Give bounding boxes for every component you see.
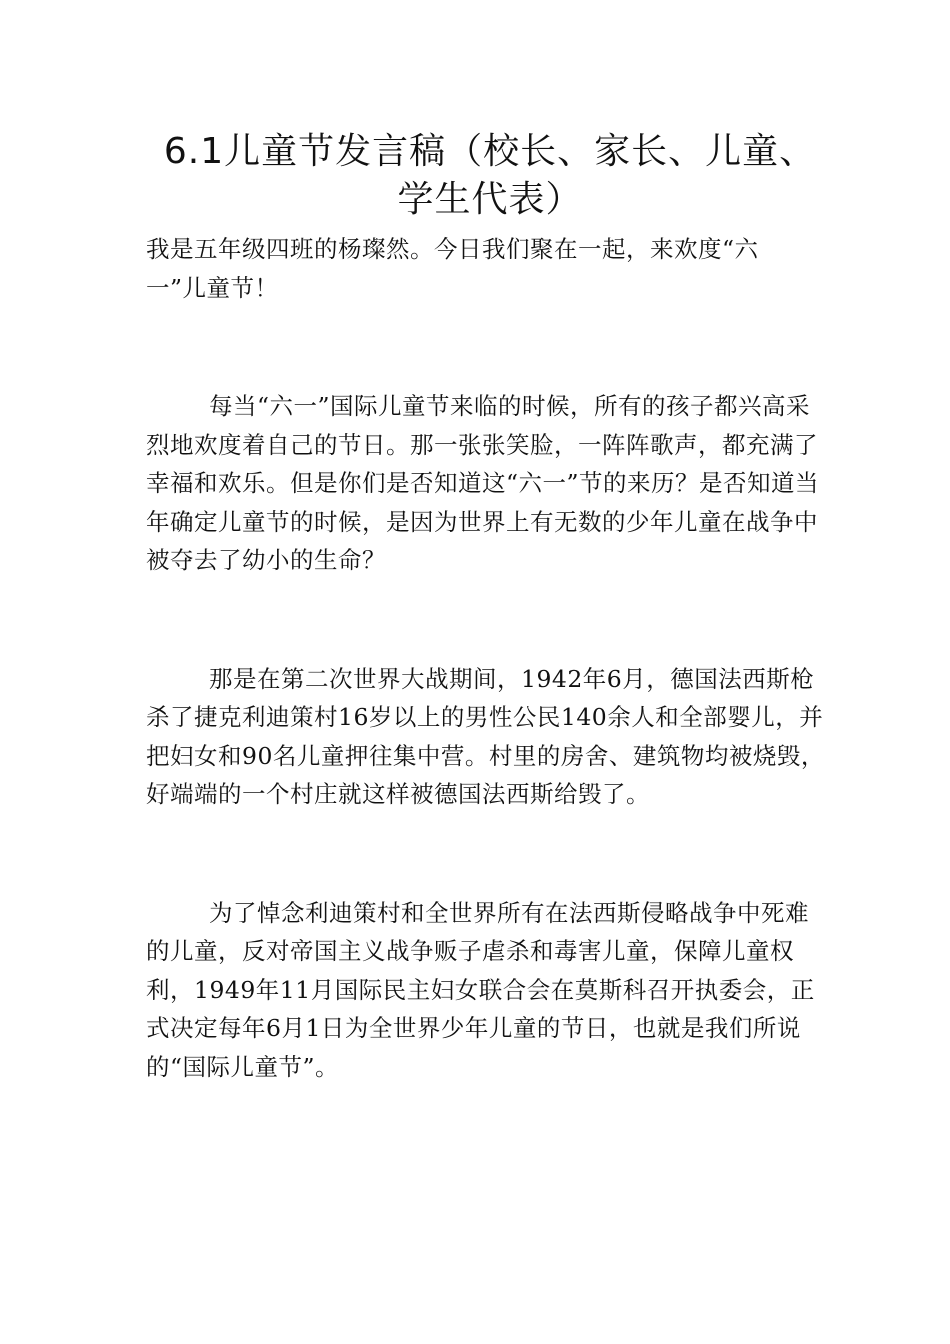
paragraph-intro: 我是五年级四班的杨璨然。今日我们聚在一起，来欢度“六 一”儿童节！: [146, 235, 759, 302]
title-line-1: 6.1儿童节发言稿（校长、家长、儿童、: [163, 131, 817, 172]
document-title: [140, 128, 840, 224]
paragraph-1: 每当“六一”国际儿童节来临的时候，所有的孩子都兴高采烈地欢度着自己的节日。那一张张笑脸，一阵阵歌声，都充满了幸福和欢乐。但是你们是否知道这“六一”节的来历？是否知道当年确定儿童节的时候，是因为世界上有无数的少年儿童在战争中被夺去了幼小的生命？: [146, 392, 820, 574]
document-body: [146, 230, 826, 1086]
paragraph-2: 那是在第二次世界大战期间，1942年6月，德国法西斯枪杀了捷克利迪策村16岁以上的男性公民140余人和全部婴儿，并把妇女和90名儿童押往集中营。村里的房舍、建筑物均被烧毁，好端端的一个村庄就这样被德国法西斯给毁了。: [146, 664, 825, 808]
title-line-2: 学生代表）: [397, 179, 583, 220]
paragraph-3: 为了悼念利迪策村和全世界所有在法西斯侵略战争中死难的儿童，反对帝国主义战争贩子虐杀和毒害儿童，保障儿童权利，1949年11月国际民主妇女联合会在莫斯科召开执委会，正式决定每年6月1日为全世界少年儿童的节日，也就是我们所说的“国际儿童节”。: [146, 898, 815, 1081]
